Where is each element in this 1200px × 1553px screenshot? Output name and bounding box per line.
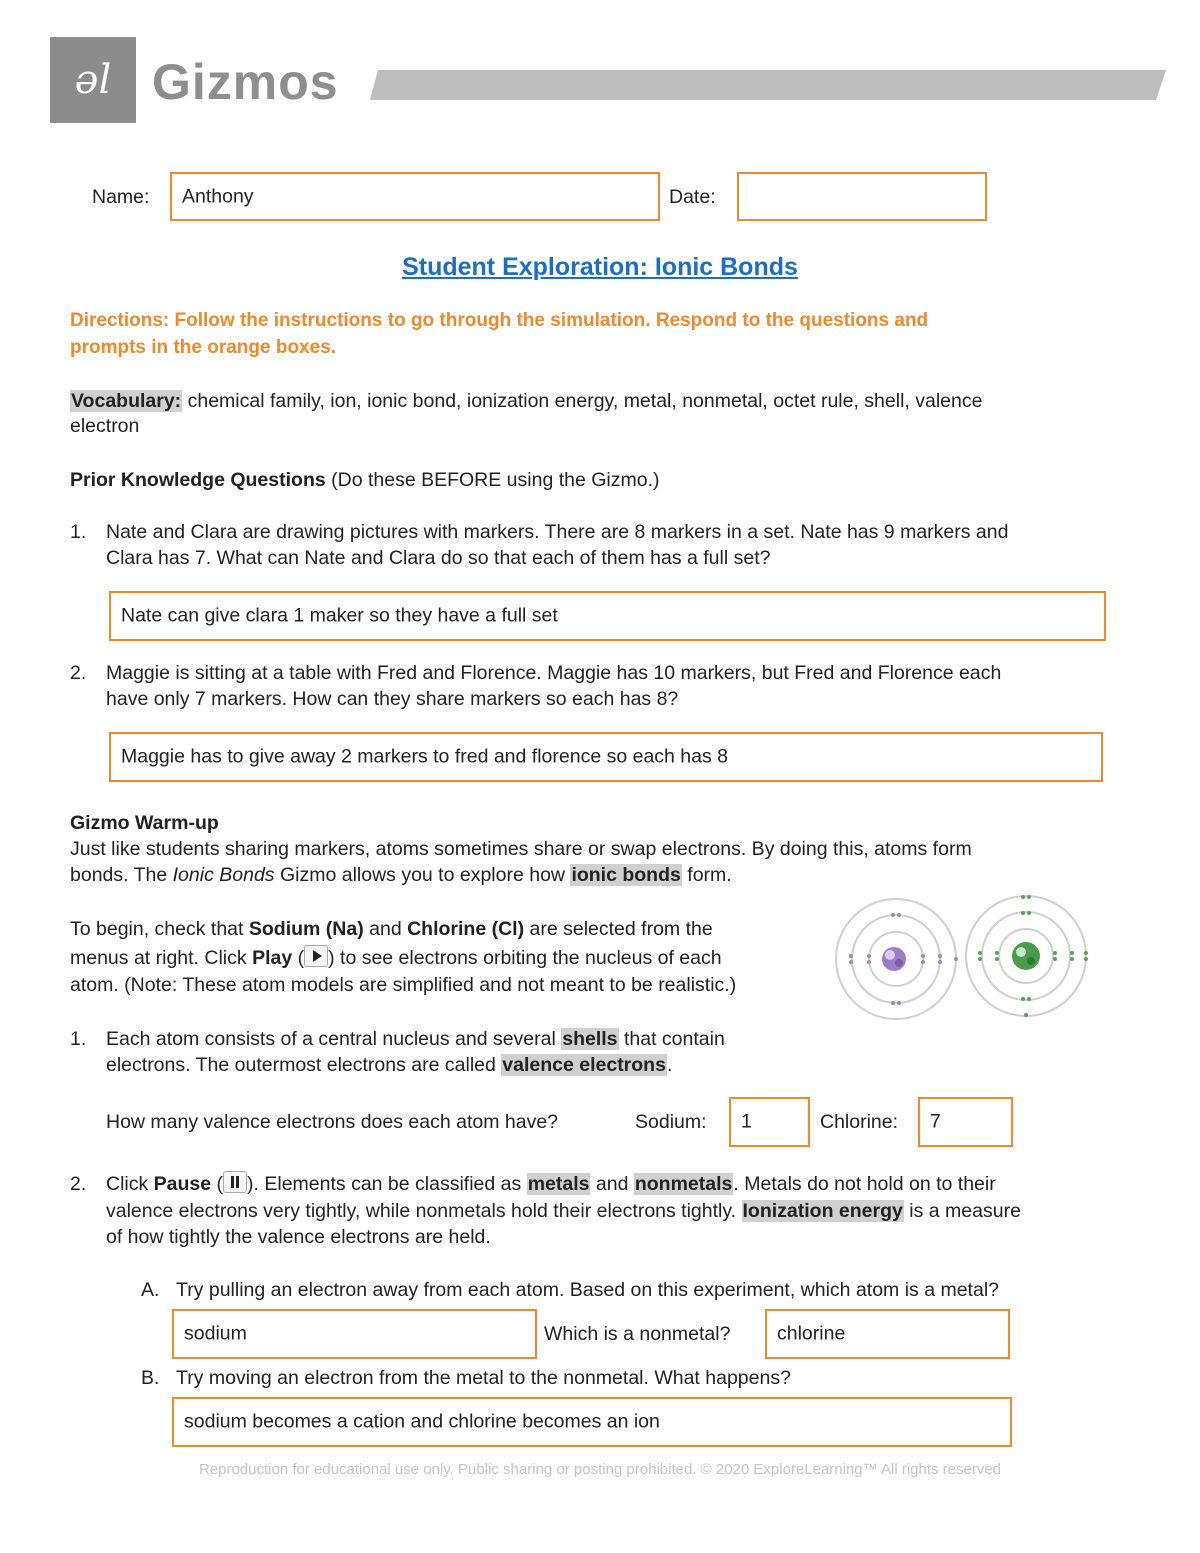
term-ionization-energy: Ionization energy — [742, 1200, 903, 1222]
name-label: Name: — [92, 186, 150, 208]
text-run: To begin, check that — [70, 918, 249, 940]
pk-q2-line-1: Maggie is sitting at a table with Fred and Florence. Maggie has 10 markers, but Fred and Florence each — [106, 662, 1002, 684]
vocabulary-line-2: electron — [70, 415, 140, 437]
chlorine-label: Chlorine: — [820, 1111, 899, 1133]
text-run: Each atom consists of a central nucleus and several — [106, 1028, 562, 1050]
text-run: and — [363, 918, 408, 940]
pk-q2-answer-box[interactable] — [109, 732, 1103, 782]
text-run: is a measure — [903, 1200, 1021, 1222]
term-shells: shells — [562, 1028, 618, 1050]
wu-q2b-text: Try moving an electron from the metal to the nonmetal. What happens? — [176, 1367, 791, 1389]
vocabulary-label: Vocabulary: — [71, 390, 182, 412]
pk-q2-line-2: have only 7 markers. How can they share markers so each has 8? — [106, 688, 679, 710]
pk-q2-answer: Maggie has to give away 2 markers to fred and florence so each has 8 — [121, 745, 729, 768]
text-run: Click — [106, 1173, 154, 1195]
name-value: Anthony — [182, 185, 254, 207]
prior-knowledge-note: (Do these BEFORE using the Gizmo.) — [325, 469, 660, 491]
directions-line-2: prompts in the orange boxes. — [70, 337, 337, 358]
header-stripe — [370, 70, 1166, 100]
chlorine-valence-value: 7 — [930, 1110, 941, 1133]
sodium-label: Sodium: — [635, 1111, 707, 1133]
chlorine-valence-box[interactable] — [918, 1097, 1013, 1147]
warmup-p1-line-2 — [70, 862, 732, 888]
warmup-p2-line-3: atom. (Note: These atom models are simplified and not meant to be realistic.) — [70, 974, 737, 996]
wu-q1-question: How many valence electrons does each atom have? — [106, 1111, 559, 1133]
wu-q2-line-2 — [106, 1198, 1021, 1224]
date-label: Date: — [669, 186, 716, 208]
text-run: ) to see electrons orbiting the nucleus of each — [328, 947, 722, 969]
pk-q1-answer: Nate can give clara 1 maker so they have a full set — [121, 604, 558, 627]
text-run: . — [666, 1054, 673, 1076]
page-title: Student Exploration: Ionic Bonds — [402, 253, 798, 281]
prior-knowledge-heading-line — [70, 467, 660, 493]
text-run: menus at right. Click — [70, 947, 253, 969]
metal-answer: sodium — [184, 1322, 247, 1345]
pk-q1-number: 1. — [70, 521, 87, 543]
term-ionic-bonds: ionic bonds — [571, 864, 681, 886]
wu-q2a-letter: A. — [141, 1279, 160, 1301]
vocabulary-terms: chemical family, ion, ionic bond, ionization energy, metal, nonmetal, octet rule, shell, valence — [182, 390, 983, 412]
prior-knowledge-heading: Prior Knowledge Questions — [70, 469, 326, 491]
pk-q1-line-2: Clara has 7. What can Nate and Clara do so that each of them has a full set? — [106, 547, 771, 569]
play-term: Play — [252, 947, 293, 969]
sodium-term: Sodium (Na) — [248, 918, 364, 940]
text-run: and — [590, 1173, 634, 1195]
text-run: . Metals do not hold on to their — [733, 1173, 996, 1195]
text-run: electrons. The outermost electrons are called — [106, 1054, 502, 1076]
pk-q1-line-1: Nate and Clara are drawing pictures with markers. There are 8 markers in a set. Nate has 9 markers and — [106, 521, 1009, 543]
term-metals: metals — [527, 1173, 590, 1195]
sodium-valence-box[interactable] — [729, 1097, 810, 1147]
text-run: are selected from the — [524, 918, 713, 940]
wu-q1-line-2 — [106, 1052, 672, 1078]
electron-transfer-answer-box[interactable] — [172, 1397, 1012, 1447]
wu-q2-number: 2. — [70, 1173, 87, 1195]
nonmetal-answer-box[interactable] — [765, 1309, 1010, 1359]
warmup-heading: Gizmo Warm-up — [70, 812, 219, 834]
electron-transfer-answer: sodium becomes a cation and chlorine becomes an ion — [184, 1410, 660, 1433]
explorelearning-logo — [50, 37, 136, 123]
atom-models-illustration — [830, 890, 1100, 1020]
date-field[interactable] — [737, 172, 987, 221]
wu-q2-line-1 — [106, 1171, 996, 1197]
chlorine-term: Chlorine (Cl) — [407, 918, 525, 940]
nonmetal-answer: chlorine — [777, 1322, 846, 1345]
wu-q1-line-1 — [106, 1026, 725, 1052]
wu-q2-line-3: of how tightly the valence electrons are held. — [106, 1226, 491, 1248]
text-run: valence electrons very tightly, while nonmetals hold their electrons tightly. — [106, 1200, 742, 1222]
text-run: form. — [681, 864, 732, 886]
pk-q2-number: 2. — [70, 662, 87, 684]
name-field[interactable] — [170, 172, 660, 221]
text-run: bonds. The — [70, 864, 173, 886]
nonmetal-label: Which is a nonmetal? — [544, 1323, 731, 1345]
warmup-p2-line-2 — [70, 945, 722, 971]
wu-q2a-text: Try pulling an electron away from each atom. Based on this experiment, which atom is a metal? — [176, 1279, 999, 1301]
wu-q1-number: 1. — [70, 1028, 87, 1050]
term-nonmetals: nonmetals — [634, 1173, 733, 1195]
pause-term: Pause — [153, 1173, 212, 1195]
vocabulary-line-1 — [70, 388, 982, 414]
copyright-footer: Reproduction for educational use only. Public sharing or posting prohibited. © 2020 ExploreLearning™ All rights reserved — [198, 1461, 1002, 1478]
logo-mark: ǝl — [74, 57, 112, 103]
metal-answer-box[interactable] — [172, 1309, 537, 1359]
warmup-p1-line-1: Just like students sharing markers, atoms sometimes share or swap electrons. By doing this, atoms form — [70, 838, 972, 860]
gizmo-name: Ionic Bonds — [172, 864, 275, 886]
text-run: ). Elements can be classified as — [247, 1173, 527, 1195]
term-valence-electrons: valence electrons — [502, 1054, 666, 1076]
play-icon — [304, 945, 328, 967]
pk-q1-answer-box[interactable] — [109, 591, 1106, 641]
pause-icon — [223, 1171, 247, 1193]
text-run: ( — [211, 1173, 224, 1195]
sodium-atom — [836, 899, 958, 1019]
directions-line-1: Directions: Follow the instructions to go through the simulation. Respond to the questions and — [70, 310, 929, 331]
brand-name: Gizmos — [152, 54, 339, 110]
sodium-valence-value: 1 — [741, 1110, 752, 1133]
wu-q2b-letter: B. — [141, 1367, 160, 1389]
text-run: that contain — [618, 1028, 725, 1050]
warmup-p2-line-1 — [70, 916, 713, 942]
text-run: Gizmo allows you to explore how — [274, 864, 571, 886]
text-run: ( — [292, 947, 305, 969]
chlorine-atom — [966, 895, 1088, 1017]
